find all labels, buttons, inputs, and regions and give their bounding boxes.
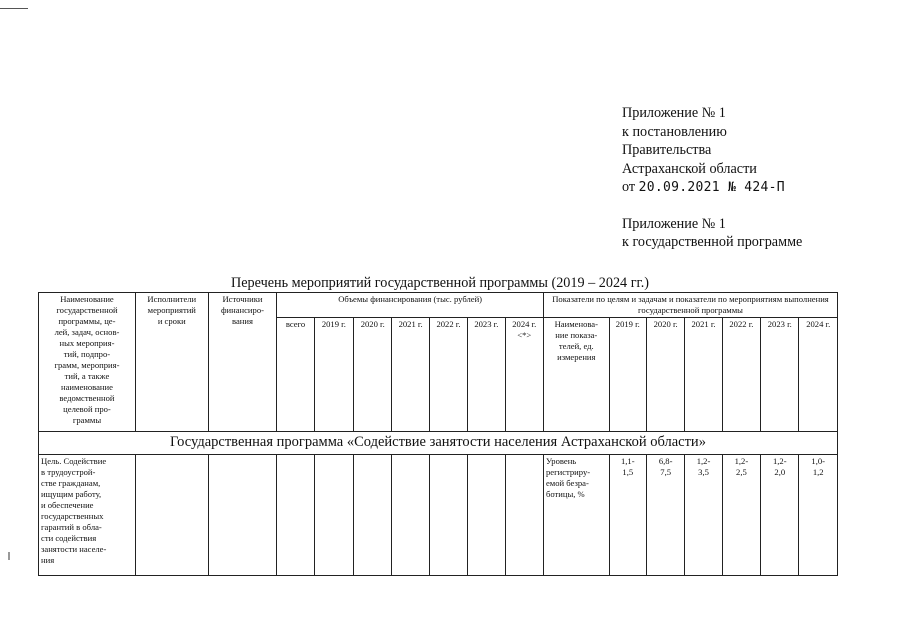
funding-cell — [392, 455, 429, 576]
header-funding-col: 2023 г. — [468, 318, 505, 432]
indicator-value: 6,8- 7,5 — [646, 455, 684, 576]
appendix-line: Астраханской области — [622, 160, 757, 177]
appendix-block — [622, 104, 882, 252]
header-funding-col: 2022 г. — [429, 318, 467, 432]
appendix-line: Правительства — [622, 142, 712, 158]
funding-cell — [505, 455, 543, 576]
funding-cell — [277, 455, 314, 576]
appendix-line: к государственной программе — [622, 234, 803, 250]
funding-cell — [468, 455, 505, 576]
header-row — [39, 293, 838, 318]
header-indicators-group: Показатели по целям и задачам и показатели по мероприятиям выполнения государственной программы — [543, 293, 837, 318]
appendix-line: к постановлению — [622, 123, 727, 140]
appendix-date-prefix: от — [622, 179, 639, 195]
goal-cell: Цель. Содействие в трудоустрой- стве гражданам, ищущим работу, и обеспечение государственных гарантий в обла- сти содействия занятости населе- ния — [39, 455, 136, 576]
header-indicator-year: 2023 г. — [761, 318, 799, 432]
appendix-date-number: 20.09.2021 № 424-П — [638, 180, 785, 195]
header-funding-group: Объемы финансирования (тыс. рублей) — [277, 293, 544, 318]
header-funding-col: 2020 г. — [354, 318, 392, 432]
document-title: Перечень мероприятий государственной программы (2019 – 2024 гг.) — [230, 275, 650, 291]
header-indicator-name: Наименова- ние показа- телей, ед. измерения — [543, 318, 609, 432]
program-title: Государственная программа «Содействие занятости населения Астраханской области» — [39, 432, 838, 455]
header-indicator-year: 2020 г. — [646, 318, 684, 432]
header-indicator-year: 2019 г. — [609, 318, 646, 432]
header-name: Наименование государственной программы, це- лей, задач, основ- ных мероприя- тий, подпро- грамм, мероприя- тий, а также наименование ведомственной целевой про- граммы — [39, 293, 136, 432]
scan-mark — [0, 8, 28, 9]
funding-cell — [314, 455, 353, 576]
appendix-line: Приложение № 1 — [622, 215, 726, 232]
indicator-value: 1,0- 1,2 — [799, 455, 838, 576]
header-indicator-year: 2024 г. — [799, 318, 838, 432]
scan-mark — [8, 552, 10, 560]
indicator-value: 1,2- 3,5 — [685, 455, 722, 576]
header-indicator-year: 2021 г. — [685, 318, 722, 432]
activities-table — [38, 292, 838, 576]
appendix-line: Приложение № 1 — [622, 105, 726, 121]
header-funding-col: 2021 г. — [392, 318, 429, 432]
executors-cell — [135, 455, 208, 576]
header-funding-col: 2019 г. — [314, 318, 353, 432]
funding-cell — [429, 455, 467, 576]
appendix-date-line — [622, 178, 882, 198]
table-row — [39, 455, 838, 576]
indicator-cell: Уровень регистриру- емой безра- ботицы, % — [543, 455, 609, 576]
header-executors: Исполнители мероприятий и сроки — [135, 293, 208, 432]
header-funding-col: всего — [277, 318, 314, 432]
funding-cell — [354, 455, 392, 576]
indicator-value: 1,2- 2,0 — [761, 455, 799, 576]
header-funding-col: 2024 г. <*> — [505, 318, 543, 432]
program-row — [39, 432, 838, 455]
indicator-value: 1,1- 1,5 — [609, 455, 646, 576]
header-sources: Источники финансиро- вания — [208, 293, 277, 432]
sources-cell — [208, 455, 277, 576]
indicator-value: 1,2- 2,5 — [722, 455, 760, 576]
header-indicator-year: 2022 г. — [722, 318, 760, 432]
